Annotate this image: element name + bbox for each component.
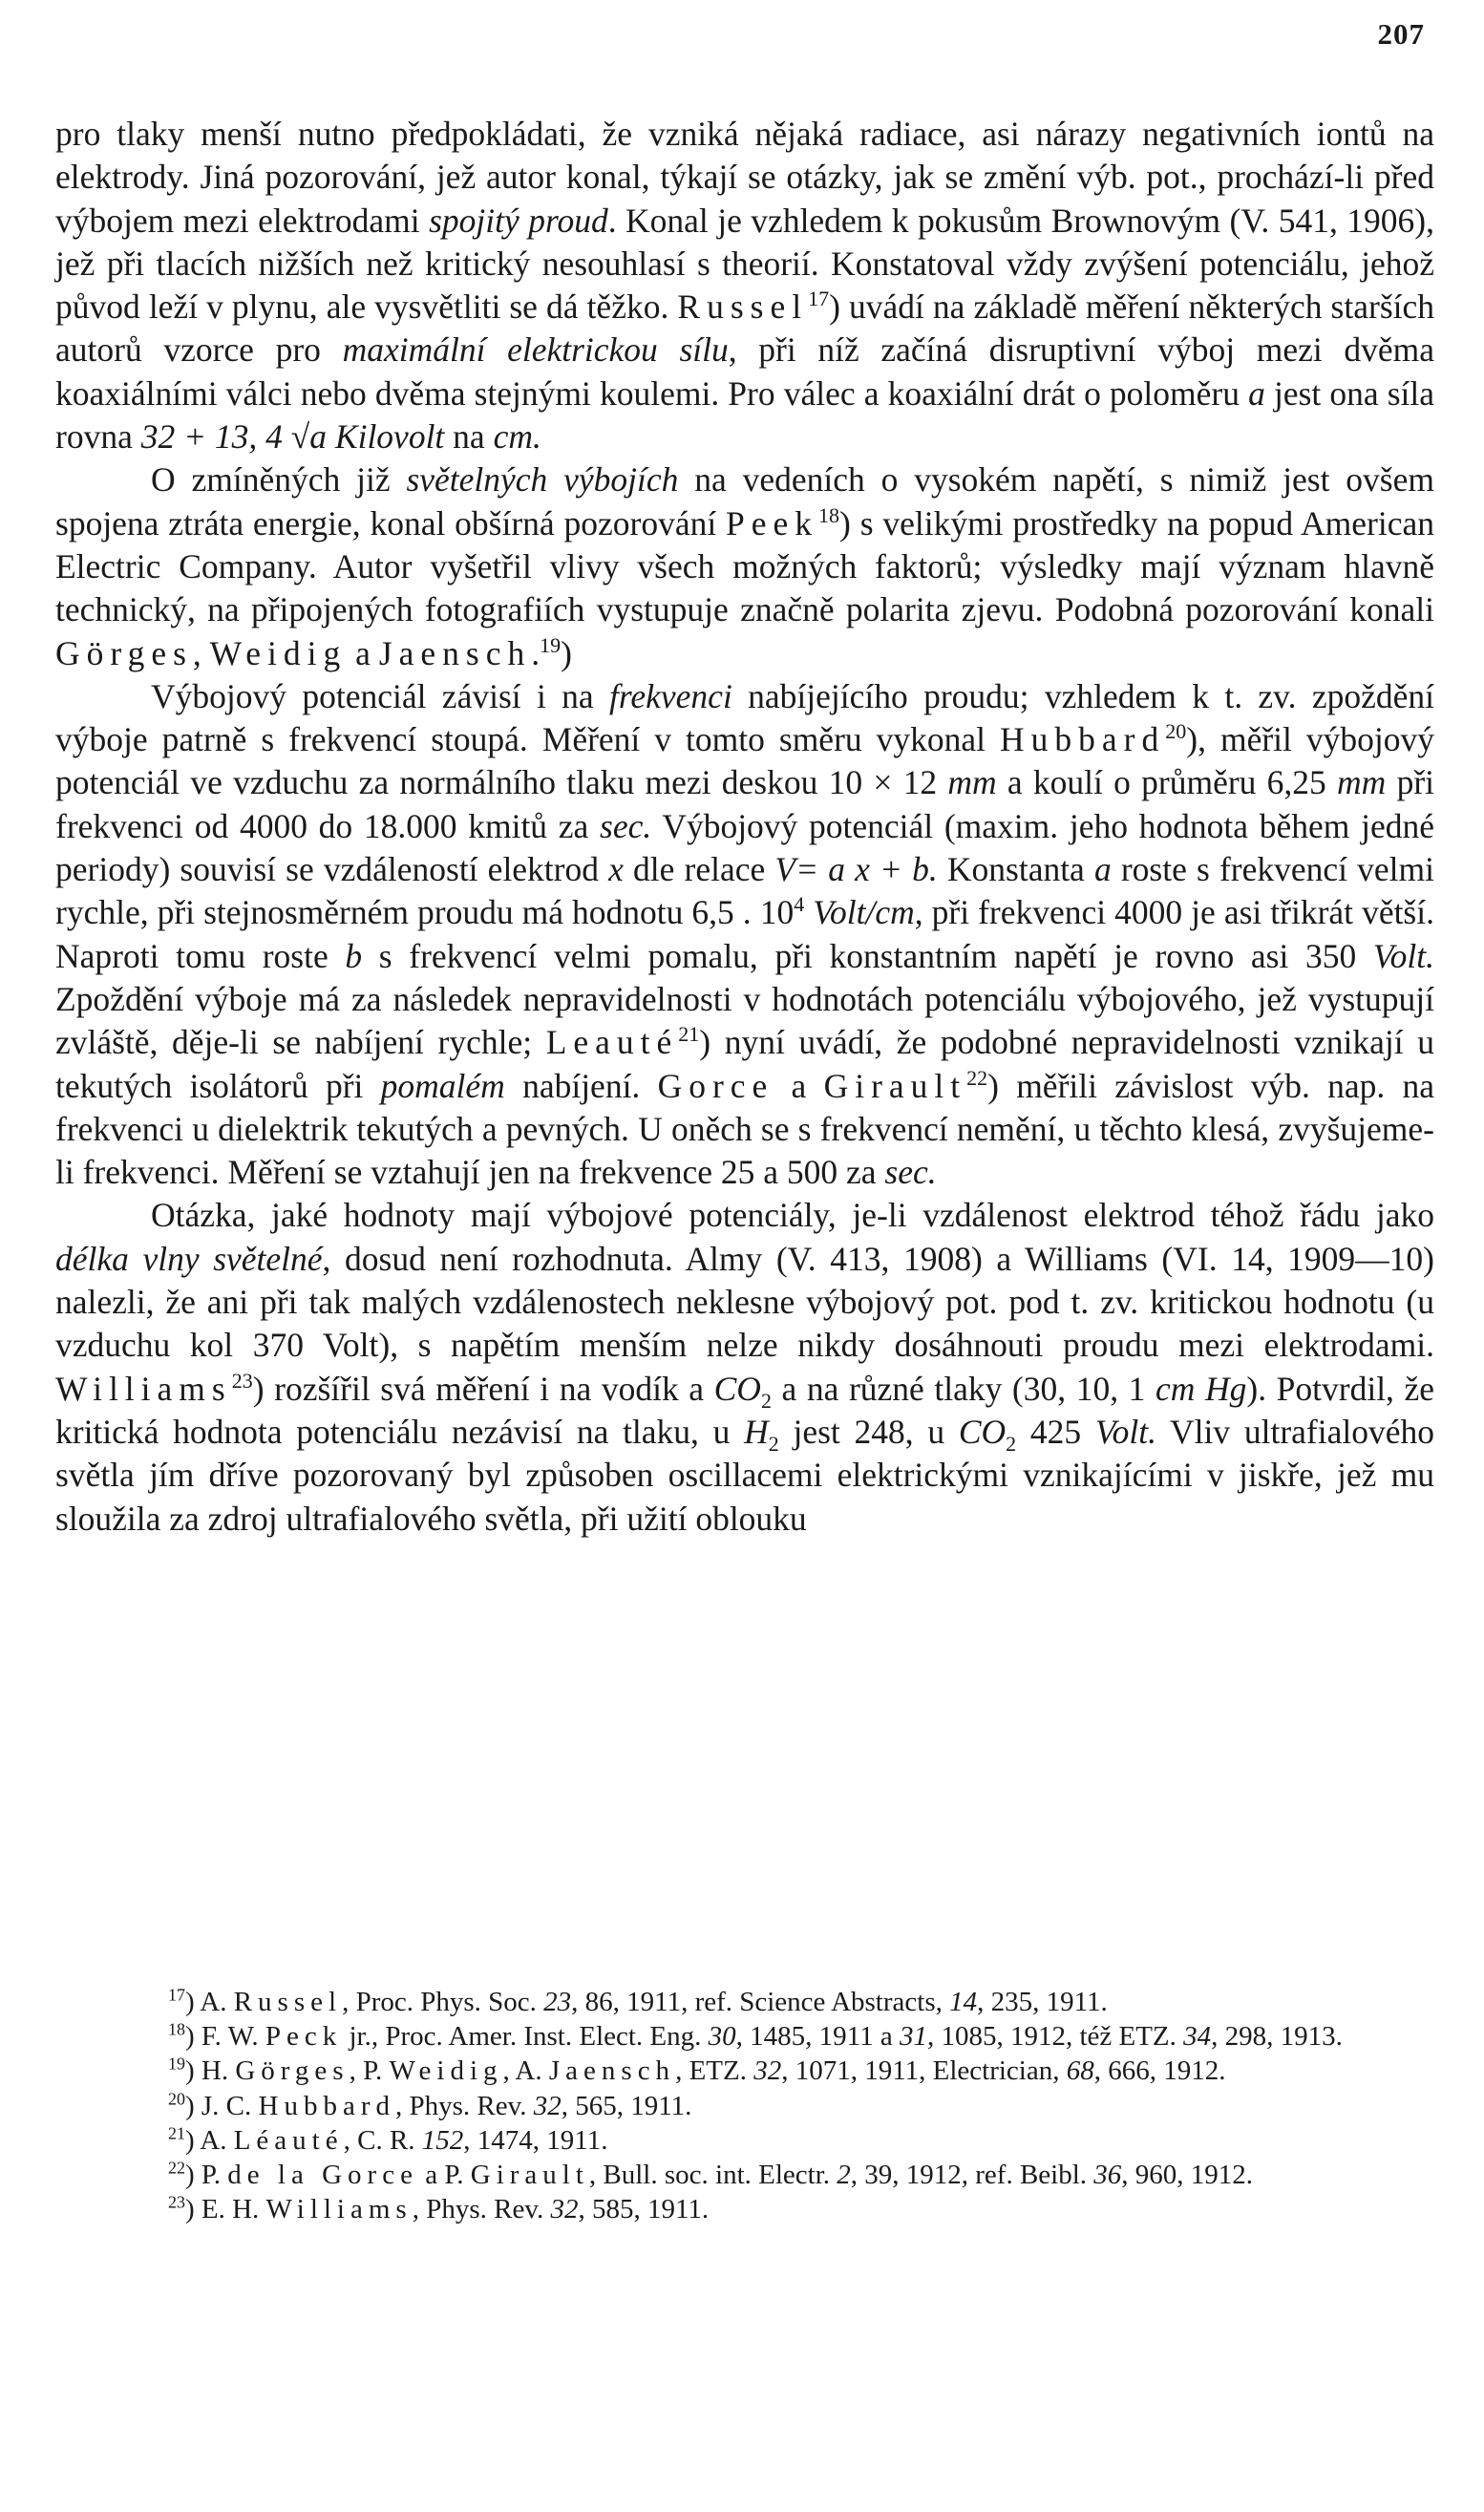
author-name: Peek bbox=[726, 503, 819, 543]
text-run: ) P. bbox=[184, 2160, 228, 2191]
text-run: na vedeních o vysokém napětí, s nimiž jest ovšem spojena ztráta energie, konal obšírná pozorování bbox=[55, 460, 1434, 543]
text-run: , 1474, 1911. bbox=[463, 2124, 608, 2156]
italic-text: cm. bbox=[493, 417, 541, 457]
paragraph bbox=[55, 675, 1434, 1195]
footnote-ref: 19 bbox=[168, 2054, 185, 2074]
text-run: ) F. W. bbox=[184, 2021, 265, 2053]
italic-text: mm bbox=[1337, 763, 1387, 802]
paragraph bbox=[55, 113, 1434, 458]
text-run: a bbox=[347, 633, 379, 672]
italic-text: Volt. bbox=[1094, 1412, 1156, 1451]
text-run: Otázka, jaké hodnoty mají výbojové potenciály, je-li vzdálenost elektrod téhož řádu jako bbox=[151, 1196, 1434, 1235]
footnote bbox=[55, 1985, 1434, 2019]
text-run: Výbojový potenciál závisí i na bbox=[151, 676, 610, 715]
footnote-ref: 17 bbox=[168, 1985, 185, 2005]
text-run: . Konal je vzhledem k pokusům Brownovým (V. 541, 1906), jež při tlacích nižších než kritický nesouhlasí s theorií. Konstatoval vždy zvýšení potenciálu, jehož původ leží v plynu, ale vysvětliti se dá těžko. bbox=[55, 201, 1434, 327]
italic-text: cm Hg bbox=[1155, 1369, 1247, 1408]
text-run: a na různé tlaky (30, 10, 1 bbox=[771, 1369, 1155, 1408]
text-run: a koulí o průměru 6,25 bbox=[996, 763, 1338, 802]
author-name: Girault bbox=[823, 1066, 967, 1105]
text-run: nabíjení. bbox=[504, 1066, 658, 1105]
text-run: a bbox=[774, 1066, 824, 1105]
text-run: , 298, 1913. bbox=[1211, 2021, 1343, 2053]
text-run: a P. bbox=[417, 2160, 471, 2191]
text-run: roste s frekvencí velmi rychle, při stejnosměrném proudu má hodnotu 6,5 . 10 bbox=[55, 850, 1434, 932]
text-run: Zpoždění výboje má za následek nepravidelnosti v hodnotách potenciálu výbojového, jež vystupují zvláště, děje-li se nabíjení rychle; bbox=[55, 979, 1434, 1062]
footnote bbox=[55, 2019, 1434, 2054]
page-number: 207 bbox=[1377, 17, 1425, 51]
text-run: , při frekvenci 4000 je asi třikrát větší. Naproti tomu roste bbox=[55, 893, 1434, 975]
author-name: Russel bbox=[233, 1987, 343, 2017]
text-run: , P. bbox=[349, 2055, 390, 2087]
footnote-ref: 4 bbox=[794, 892, 805, 917]
italic-text: délka vlny světelné bbox=[55, 1239, 323, 1278]
body-text bbox=[55, 113, 1434, 1541]
italic-text: 14 bbox=[949, 1987, 978, 2017]
text-run: ) s velikými prostředky na popud American Electric Company. Autor vyšetřil vlivy všech možných faktorů; výsledky mají význam hlavně technický, na připojených fotografiích vystupuje značně polarita zjevu. Podobná pozorování konali bbox=[55, 503, 1434, 629]
text-run: , bbox=[192, 633, 210, 672]
author-name: de la Gorce bbox=[227, 2160, 418, 2191]
text-run: Výbojový potenciál (maxim. jeho hodnota během jedné periody) souvisí se vzdáleností elektrod bbox=[55, 806, 1434, 889]
text-run: , C. R. bbox=[343, 2124, 422, 2156]
italic-text: 68 bbox=[1066, 2055, 1094, 2087]
author-name: Weidig bbox=[389, 2055, 503, 2087]
italic-text: mm bbox=[947, 763, 997, 802]
text-run: ). Potvrdil, že kritická hodnota potenciálu nezávisí na tlaku, u bbox=[55, 1369, 1435, 1451]
italic-text: 34 bbox=[1183, 2021, 1212, 2053]
subscript: 2 bbox=[768, 1432, 779, 1456]
text-run: , 1085, 1912, též ETZ. bbox=[926, 2021, 1184, 2053]
italic-text: pomalém bbox=[380, 1066, 505, 1105]
footnote-ref: 18 bbox=[168, 2019, 185, 2039]
author-name: Görges bbox=[55, 633, 193, 672]
text-run: 425 bbox=[1016, 1412, 1095, 1451]
author-name: Léauté bbox=[233, 2124, 344, 2156]
text-run: , 666, 1912. bbox=[1093, 2055, 1226, 2087]
author-name: Williams bbox=[55, 1369, 232, 1408]
text-run: , dosud není rozhodnuta. Almy (V. 413, 1908) a Williams (VI. 14, 1909—10) nalezli, že ani při tak malých vzdálenostech neklesne výbojový pot. pod t. zv. kritickou hodnotu (u vzduchu kol 370 Volt), s napětím menším nelze nikdy dosáhnouti proudu mezi elektrodami. bbox=[55, 1239, 1435, 1365]
footnote-ref: 23 bbox=[231, 1368, 253, 1393]
text-run: s frekvencí velmi pomalu, při konstantním napětí je rovno asi 350 bbox=[362, 936, 1373, 975]
footnote bbox=[55, 2158, 1434, 2192]
italic-text: 32 bbox=[533, 2090, 562, 2121]
author-name: Jaensch bbox=[548, 2055, 676, 2087]
text-run: ) měřili závislost výb. nap. na frekvenci u dielektrik tekutých a pevných. U oněch se s frekvencí nemění, u těchto klesá, zvyšujeme-li frekvenci. Měření se vztahují jen na frekvence 25 a 500 za bbox=[55, 1066, 1434, 1192]
italic-text: a bbox=[1248, 373, 1265, 413]
text-run: ) bbox=[561, 633, 572, 672]
footnote bbox=[55, 2054, 1434, 2088]
text-run: , 86, 1911, ref. Science Abstracts, bbox=[571, 1987, 950, 2017]
text-run: jest ona síla rovna bbox=[55, 373, 1435, 457]
author-name: Peck bbox=[265, 2021, 343, 2053]
text-run: , Phys. Rev. bbox=[395, 2090, 534, 2121]
italic-text: b bbox=[345, 936, 363, 975]
footnote-ref: 18 bbox=[818, 502, 840, 527]
text-run: při frekvenci od 4000 do 18.000 kmitů za bbox=[55, 763, 1434, 845]
paragraph bbox=[55, 458, 1434, 674]
text-run: Konstanta bbox=[937, 850, 1094, 889]
footnote bbox=[55, 2089, 1434, 2123]
text-run: , A. bbox=[502, 2055, 549, 2087]
footnote-ref: 20 bbox=[1165, 719, 1187, 744]
text-run bbox=[804, 893, 813, 931]
footnote bbox=[55, 2192, 1434, 2226]
text-run: ) E. H. bbox=[184, 2194, 266, 2225]
footnote-ref: 23 bbox=[168, 2192, 185, 2212]
text-run: , 1071, 1911, Electrician, bbox=[781, 2055, 1067, 2087]
text-run: ) A. bbox=[184, 2124, 234, 2156]
text-run: ) A. bbox=[184, 1987, 234, 2017]
author-name: Hubbard bbox=[258, 2090, 395, 2121]
text-run: , 39, 1912, ref. Beibl. bbox=[850, 2160, 1094, 2191]
text-run: , Proc. Phys. Soc. bbox=[342, 1987, 544, 2017]
footnotes bbox=[55, 1985, 1434, 2226]
footnote-ref: 21 bbox=[168, 2123, 185, 2143]
italic-text: sec. bbox=[884, 1153, 937, 1192]
text-run: dle relace bbox=[623, 850, 775, 889]
footnote-ref: 20 bbox=[168, 2088, 185, 2108]
text-run: , ETZ. bbox=[675, 2055, 754, 2087]
text-run: . bbox=[531, 633, 541, 672]
author-name: Williams bbox=[265, 2194, 413, 2225]
footnote-ref: 21 bbox=[678, 1022, 700, 1047]
author-name: Russel bbox=[677, 287, 809, 327]
author-name: Leauté bbox=[545, 1023, 679, 1062]
italic-text: maximální elektrickou sílu bbox=[342, 330, 729, 370]
italic-text: H bbox=[744, 1412, 769, 1451]
italic-text: 30 bbox=[708, 2021, 736, 2053]
italic-text: frekvenci bbox=[609, 676, 732, 715]
footnote-ref: 22 bbox=[966, 1065, 988, 1090]
italic-text: CO bbox=[713, 1369, 761, 1408]
italic-text: 36 bbox=[1093, 2160, 1122, 2191]
text-run: , Bull. soc. int. Electr. bbox=[588, 2160, 837, 2191]
subscript: 2 bbox=[760, 1388, 772, 1413]
text-run: ) H. bbox=[184, 2055, 236, 2087]
author-name: Hubbard bbox=[1000, 720, 1166, 759]
text-run: ) rozšířil svá měření i na vodík a bbox=[252, 1369, 714, 1408]
author-name: Weidig bbox=[209, 633, 348, 672]
italic-text: 32 bbox=[550, 2194, 579, 2225]
author-name: Gorce bbox=[657, 1066, 774, 1105]
text-run: , 960, 1912. bbox=[1121, 2160, 1254, 2191]
italic-text: Volt. bbox=[1372, 936, 1434, 975]
italic-text: světelných výbojích bbox=[406, 460, 679, 500]
text-run: pro tlaky menší nutno předpokládati, že vzniká nějaká radiace, asi nárazy negativních iontů na elektrody. Jiná pozorování, jež autor konal, týkají se otázky, jak se změní výb. pot., prochází-li před výbojem mezi elektrodami bbox=[55, 115, 1434, 240]
text-run: jest 248, u bbox=[778, 1412, 959, 1451]
author-name: Girault bbox=[470, 2160, 589, 2191]
text-run: ) J. C. bbox=[184, 2090, 259, 2121]
subscript: 2 bbox=[1006, 1432, 1017, 1456]
footnote-ref: 17 bbox=[808, 287, 830, 311]
text-run: ) uvádí na základě měření některých starších autorů vzorce pro bbox=[55, 287, 1434, 370]
text-run: na bbox=[444, 417, 494, 457]
italic-text: 31 bbox=[899, 2021, 927, 2053]
italic-text: a bbox=[1093, 850, 1112, 889]
text-run: Vliv ultrafialového světla jím dříve pozorovaný byl způsoben oscillacemi elektrickými vznikajícími v jiskře, jež mu sloužila za zdroj ultrafialového světla, při užití oblouku bbox=[55, 1412, 1434, 1538]
text-run: , 565, 1911. bbox=[561, 2090, 692, 2121]
text-run: , 585, 1911. bbox=[578, 2194, 710, 2225]
text-run: , 1485, 1911 a bbox=[735, 2021, 900, 2053]
italic-text: 32 bbox=[753, 2055, 782, 2087]
paragraph bbox=[55, 1194, 1434, 1540]
italic-text: V= a x + b. bbox=[774, 850, 938, 889]
author-name: Görges bbox=[235, 2055, 350, 2087]
text-run: , Phys. Rev. bbox=[412, 2194, 551, 2225]
text-run: , při níž začíná disruptivní výboj mezi dvěma koaxiálními válci nebo dvěma stejnými koulemi. Pro válec a koaxiální drát o poloměru bbox=[55, 330, 1434, 413]
italic-text: 23 bbox=[543, 1987, 572, 2017]
italic-text: spojitý proud bbox=[429, 201, 608, 240]
text-run: , 235, 1911. bbox=[977, 1987, 1108, 2017]
text-run: jr., Proc. Amer. Inst. Elect. Eng. bbox=[342, 2021, 709, 2053]
footnote-ref: 22 bbox=[168, 2158, 185, 2178]
italic-text: 152 bbox=[421, 2124, 464, 2156]
italic-text: CO bbox=[958, 1412, 1007, 1451]
footnote-ref: 19 bbox=[540, 632, 562, 657]
text-run: ), měřil výbojový potenciál ve vzduchu za normálního tlaku mezi deskou 10 × 12 bbox=[55, 720, 1434, 802]
text-run: nabíjejícího proudu; vzhledem k t. zv. zpoždění výboje patrně s frekvencí stoupá. Měření v tomto směru vykonal bbox=[55, 676, 1434, 759]
italic-text: 32 + 13, 4 √a Kilovolt bbox=[140, 417, 445, 457]
author-name: Jaensch bbox=[378, 633, 532, 672]
italic-text: sec. bbox=[600, 806, 652, 845]
text-run: ) nyní uvádí, že podobné nepravidelnosti vznikají u tekutých isolátorů při bbox=[55, 1023, 1434, 1105]
italic-text: x bbox=[608, 850, 624, 889]
italic-text: Volt/cm bbox=[813, 893, 915, 932]
footnote bbox=[55, 2123, 1434, 2158]
italic-text: 2 bbox=[837, 2160, 851, 2191]
text-run: O zmíněných již bbox=[151, 460, 407, 500]
